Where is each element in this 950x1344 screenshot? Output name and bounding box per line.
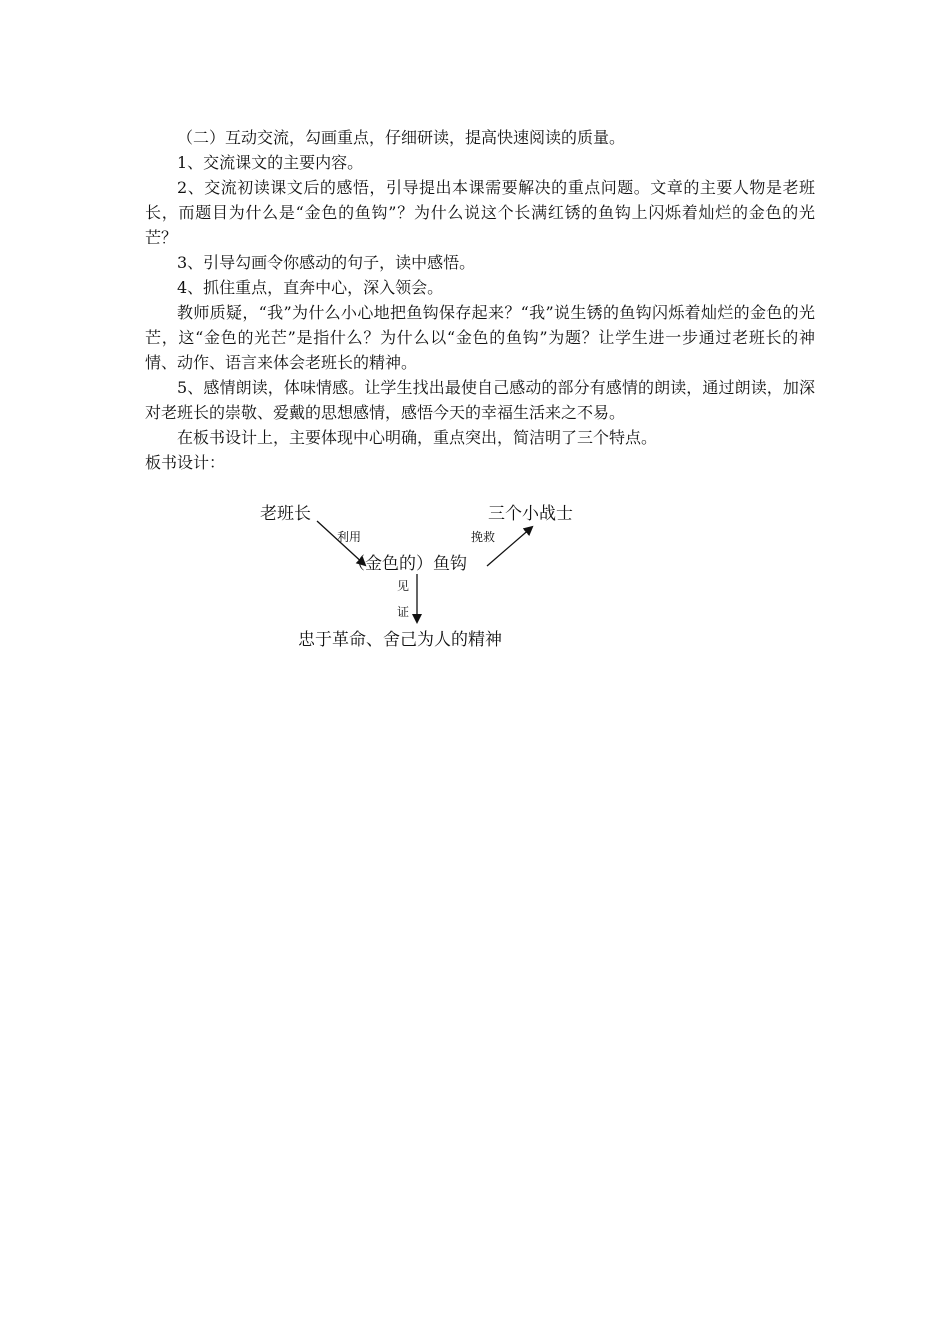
board-design-heading: 板书设计： [145,453,226,472]
label-witness-1: 见 [397,579,410,593]
node-spirit: 忠于革命、舍己为人的精神 [298,630,502,650]
paragraph-item-1: 1、交流课文的主要内容。 [177,153,364,172]
paragraph-teacher-questions: 教师质疑，“我”为什么小心地把鱼钩保存起来？“我”说生锈的鱼钩闪烁着灿烂的金色的光芒，这“金色的光芒”是指什么？为什么以“金色的鱼钩”为题？让学生进一步通过老班长的神情、动作、语言来体会老班长的精神。 [145,303,815,372]
paragraph-item-5: 5、感情朗读，体味情感。让学生找出最使自己感动的部分有感情的朗读，通过朗读，加深对老班长的崇敬、爱戴的思想感情，感悟今天的幸福生活来之不易。 [145,378,815,422]
label-use: 利用 [337,530,362,544]
section-heading: （二）互动交流，勾画重点，仔细研读，提高快速阅读的质量。 [177,128,626,147]
label-witness-2: 证 [397,605,410,619]
paragraph-board-summary: 在板书设计上，主要体现中心明确，重点突出，简洁明了三个特点。 [177,428,658,447]
label-save: 挽救 [471,530,496,544]
node-old-squad-leader: 老班长 [260,504,311,524]
paragraph-item-2: 2、交流初读课文后的感悟，引导提出本课需要解决的重点问题。文章的主要人物是老班长，而题目为什么是“金色的鱼钩”？为什么说这个长满红锈的鱼钩上闪烁着灿烂的金色的光芒？ [145,178,815,247]
paragraph-item-3: 3、引导勾画令你感动的句子，读中感悟。 [177,253,476,272]
node-golden-fishhook: （金色的）鱼钩 [348,554,467,574]
paragraph-item-4: 4、抓住重点，直奔中心，深入领会。 [177,278,444,297]
node-three-little-soldiers: 三个小战士 [488,504,573,524]
